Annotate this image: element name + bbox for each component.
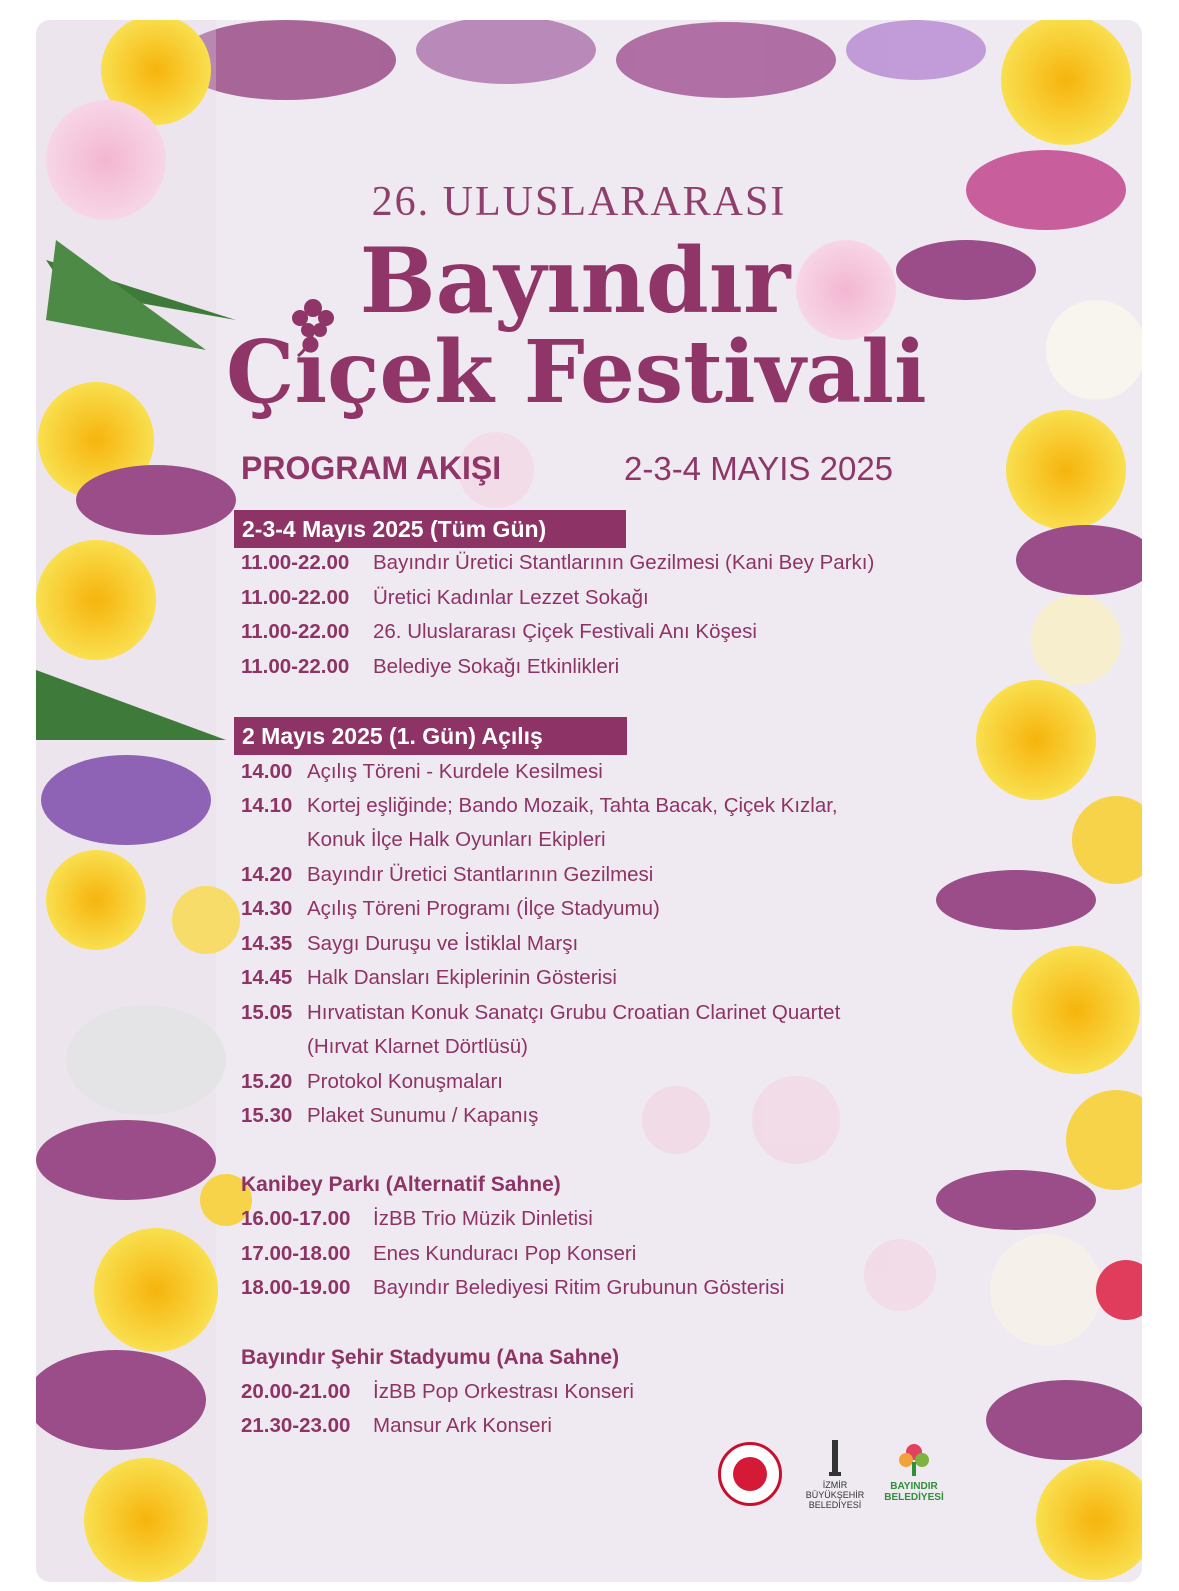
event-name: Protokol Konuşmaları bbox=[307, 1070, 503, 1093]
section-heading-day1: 2 Mayıs 2025 (1. Gün) Açılış bbox=[234, 717, 627, 755]
event-time: 14.10 bbox=[241, 794, 293, 817]
event-time: 18.00-19.00 bbox=[241, 1276, 351, 1299]
event-time: 14.20 bbox=[241, 863, 293, 886]
sponsor-logos bbox=[718, 1438, 958, 1538]
festival-subtitle: 26. ULUSLARARASI bbox=[371, 179, 787, 225]
event-name: Bayındır Üretici Stantlarının Gezilmesi (Kani Bey Parkı) bbox=[373, 551, 875, 574]
bayindir-municipality-logo bbox=[884, 1438, 944, 1503]
event-time: 21.30-23.00 bbox=[241, 1414, 351, 1437]
section-heading-stadium: Bayındır Şehir Stadyumu (Ana Sahne) bbox=[241, 1346, 620, 1369]
section-heading-kanibey: Kanibey Parkı (Alternatif Sahne) bbox=[241, 1173, 561, 1196]
festival-poster bbox=[36, 20, 1142, 1582]
event-name: Bayındır Üretici Stantlarının Gezilmesi bbox=[307, 863, 654, 886]
festival-title-line2: Çiçek Festivali bbox=[226, 322, 927, 423]
izmir-logo-text: İZMİR BÜYÜKŞEHİR BELEDİYESİ bbox=[805, 1480, 865, 1510]
event-time: 15.05 bbox=[241, 1001, 293, 1024]
clock-tower-icon bbox=[825, 1438, 845, 1478]
event-time: 11.00-22.00 bbox=[241, 586, 350, 609]
bayindir-flower-icon bbox=[894, 1438, 934, 1478]
event-name: Saygı Duruşu ve İstiklal Marşı bbox=[307, 932, 579, 955]
festival-dates: 2-3-4 MAYIS 2025 bbox=[624, 450, 894, 487]
event-name: Kortej eşliğinde; Bando Mozaik, Tahta Bacak, Çiçek Kızlar, bbox=[307, 794, 838, 817]
event-name: Halk Dansları Ekiplerinin Gösterisi bbox=[307, 966, 617, 989]
section-heading-all-days: 2-3-4 Mayıs 2025 (Tüm Gün) bbox=[234, 510, 626, 548]
bayindir-logo-text: BAYINDIR BELEDİYESİ bbox=[884, 1481, 944, 1503]
event-name: İzBB Trio Müzik Dinletisi bbox=[373, 1207, 593, 1230]
festival-title-line1: Bayındır bbox=[359, 228, 791, 334]
event-name: Mansur Ark Konseri bbox=[373, 1414, 552, 1437]
event-name: Belediye Sokağı Etkinlikleri bbox=[373, 655, 620, 678]
program-label: PROGRAM AKIŞI bbox=[241, 450, 502, 486]
event-time: 16.00-17.00 bbox=[241, 1207, 351, 1230]
event-name: Enes Kunduracı Pop Konseri bbox=[373, 1242, 637, 1265]
event-name-continuation: (Hırvat Klarnet Dörtlüsü) bbox=[307, 1035, 529, 1058]
event-name: İzBB Pop Orkestrası Konseri bbox=[373, 1380, 634, 1403]
event-time: 11.00-22.00 bbox=[241, 620, 350, 643]
event-time: 11.00-22.00 bbox=[241, 551, 350, 574]
event-name: 26. Uluslararası Çiçek Festivali Anı Köşesi bbox=[373, 620, 757, 643]
event-time: 17.00-18.00 bbox=[241, 1242, 351, 1265]
event-time: 20.00-21.00 bbox=[241, 1380, 351, 1403]
event-name: Plaket Sunumu / Kapanış bbox=[307, 1104, 539, 1127]
event-name: Üretici Kadınlar Lezzet Sokağı bbox=[373, 586, 649, 609]
event-name: Bayındır Belediyesi Ritim Grubunun Gösterisi bbox=[373, 1276, 785, 1299]
event-time: 14.30 bbox=[241, 897, 293, 920]
event-time: 14.35 bbox=[241, 932, 293, 955]
event-name: Açılış Töreni - Kurdele Kesilmesi bbox=[307, 760, 603, 783]
event-time: 11.00-22.00 bbox=[241, 655, 350, 678]
event-name: Açılış Töreni Programı (İlçe Stadyumu) bbox=[307, 897, 660, 920]
ministry-seal-icon bbox=[718, 1442, 782, 1506]
event-name: Hırvatistan Konuk Sanatçı Grubu Croatian Clarinet Quartet bbox=[307, 1001, 841, 1024]
event-name-continuation: Konuk İlçe Halk Oyunları Ekipleri bbox=[307, 828, 606, 851]
event-time: 15.20 bbox=[241, 1070, 293, 1093]
event-time: 14.45 bbox=[241, 966, 293, 989]
event-time: 15.30 bbox=[241, 1104, 293, 1127]
izmir-municipality-logo bbox=[800, 1438, 870, 1510]
event-time: 14.00 bbox=[241, 760, 293, 783]
